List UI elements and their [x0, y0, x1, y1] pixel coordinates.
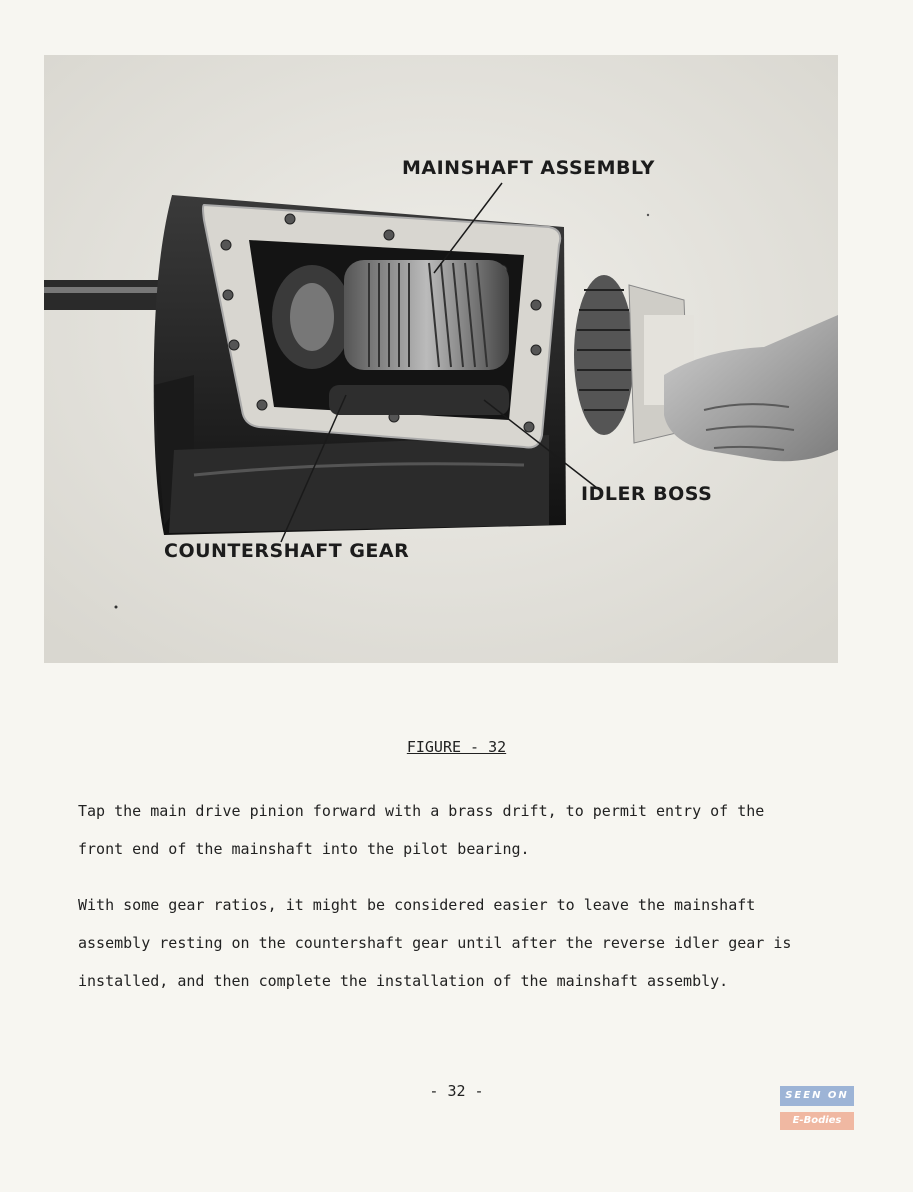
- logo-top-text: SEEN ON: [780, 1086, 854, 1106]
- idler-boss-callout: IDLER BOSS: [581, 483, 713, 505]
- figure-caption: FIGURE - 32: [406, 738, 507, 756]
- mainshaft-assembly-callout: MAINSHAFT ASSEMBLY: [402, 157, 655, 179]
- seen-on-ebodies-logo: [780, 1086, 854, 1132]
- page-number: - 32 -: [429, 1082, 484, 1100]
- transmission-illustration: [44, 55, 838, 663]
- figure-caption-block: [0, 738, 913, 756]
- logo-bottom-text: E-Bodies: [780, 1112, 854, 1130]
- transmission-photo: [44, 55, 838, 663]
- countershaft-gear-callout: COUNTERSHAFT GEAR: [164, 540, 410, 562]
- paragraph-1: Tap the main drive pinion forward with a brass drift, to permit entry of the front end of the mainshaft into the pilot bearing.: [78, 802, 765, 858]
- paragraph-2: With some gear ratios, it might be considered easier to leave the mainshaft assembly resting on the countershaft gear until after the reverse idler gear is installed, and then complete the installation of the mainshaft assembly.: [78, 896, 792, 990]
